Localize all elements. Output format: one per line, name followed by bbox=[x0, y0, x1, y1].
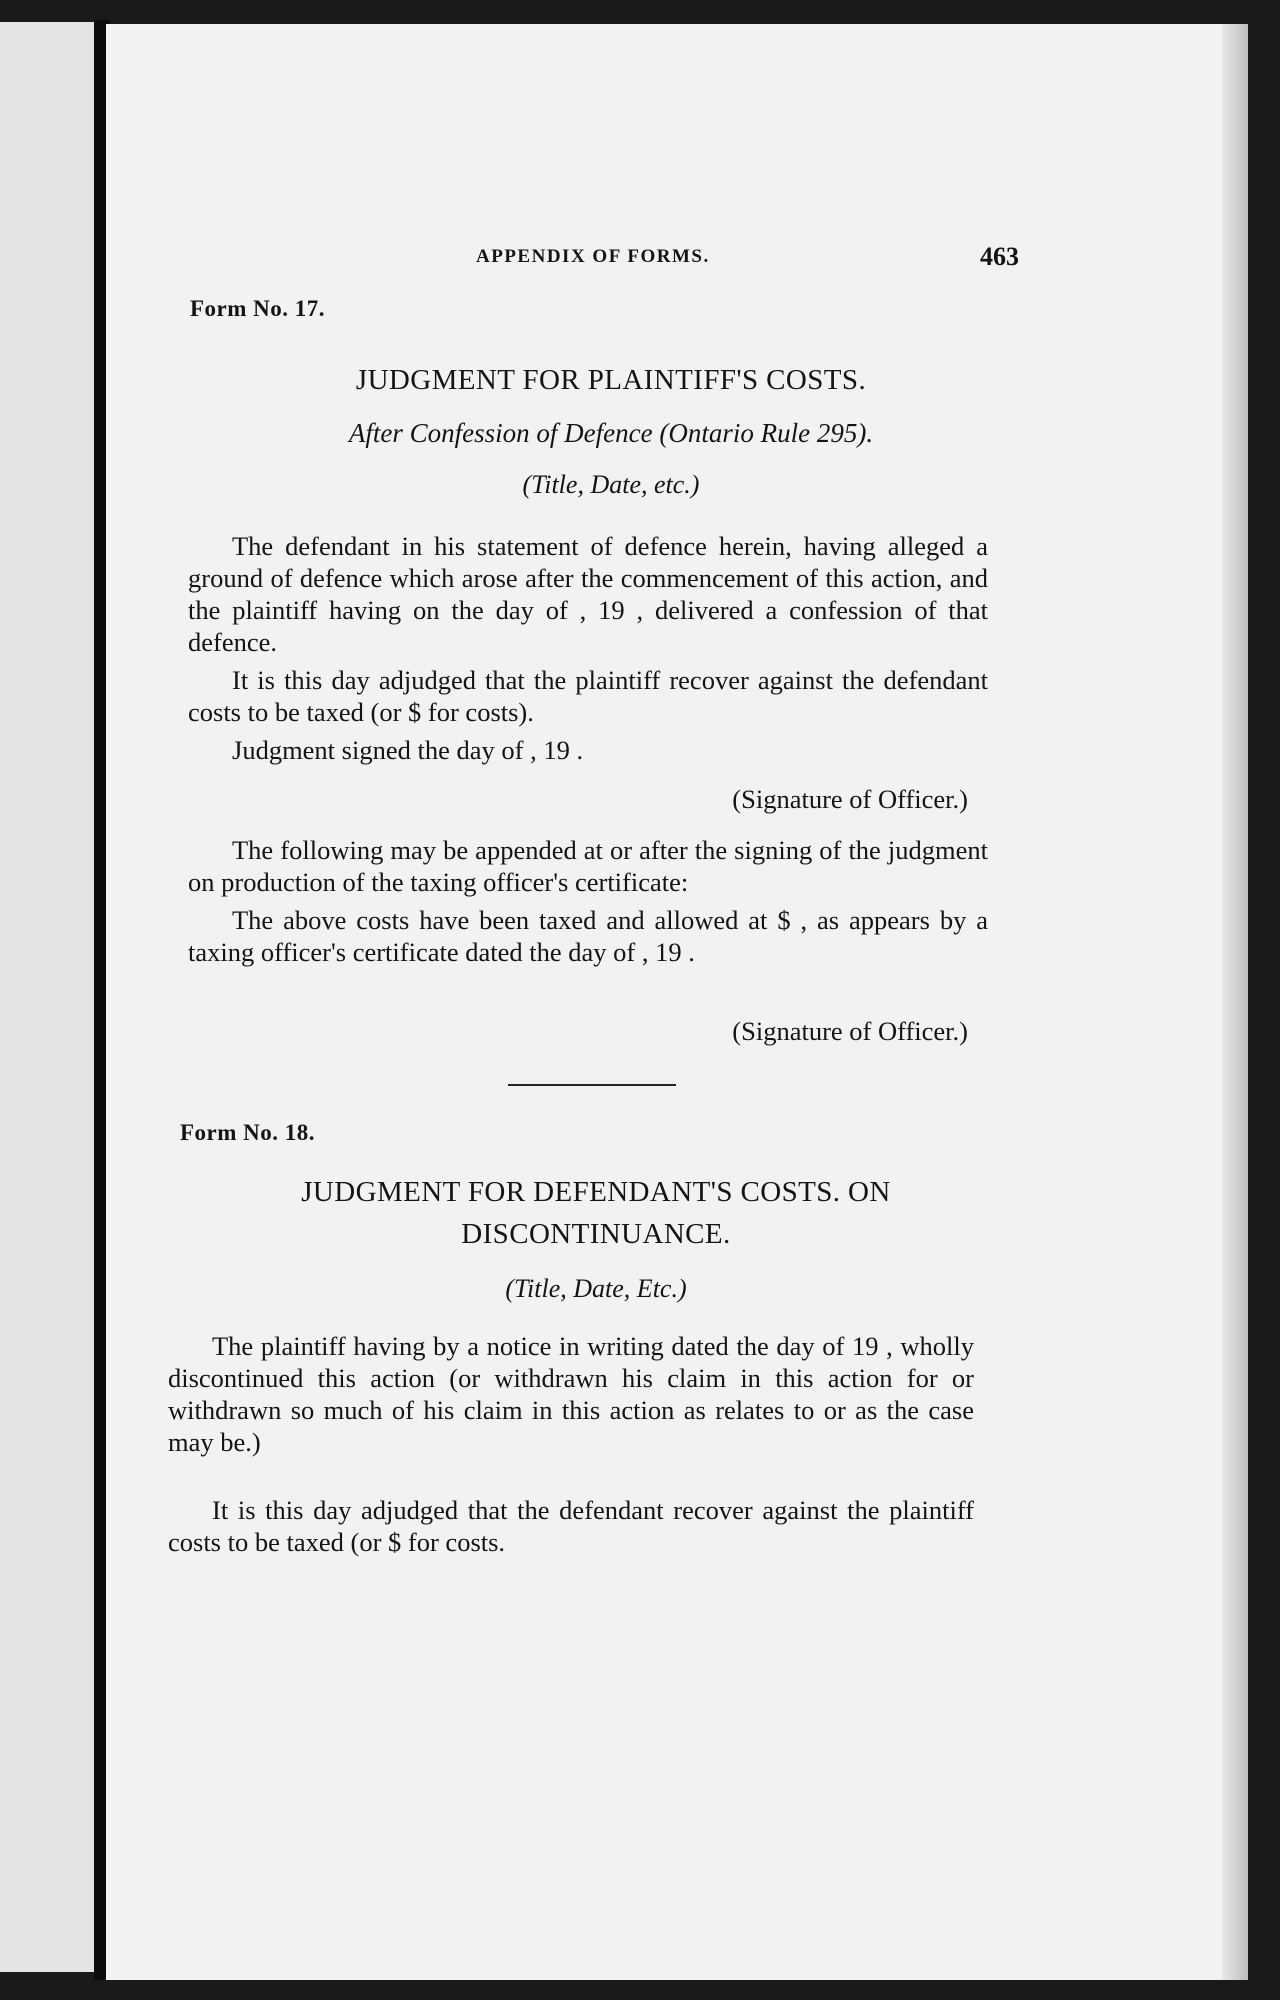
form-17-paragraph-5: The above costs have been taxed and allowed at $ , as appears by a taxing officer's certificate dated the day of , 19 . bbox=[188, 905, 988, 967]
form-17-paragraph-2: It is this day adjudged that the plaintiff recover against the defendant costs to be taxed (or $ for costs). bbox=[188, 665, 988, 727]
facing-page-edge bbox=[0, 22, 96, 1972]
form-17-paragraph-3: Judgment signed the day of , 19 . bbox=[232, 735, 584, 765]
page-number: 463 bbox=[980, 242, 1019, 271]
form-17-signature-2: (Signature of Officer.) bbox=[732, 1016, 968, 1046]
form-18-label: Form No. 18. bbox=[180, 1120, 316, 1145]
section-divider bbox=[508, 1084, 676, 1086]
form-17-label: Form No. 17. bbox=[190, 296, 326, 321]
form-17-caption: (Title, Date, etc.) bbox=[522, 470, 700, 499]
form-17-signature-1: (Signature of Officer.) bbox=[732, 784, 968, 814]
form-17-paragraph-4: The following may be appended at or after the signing of the judgment on production of the taxing officer's certificate: bbox=[188, 835, 988, 897]
form-18-title-line-1: JUDGMENT FOR DEFENDANT'S COSTS. ON bbox=[301, 1176, 891, 1208]
page-edge-shadow bbox=[1222, 24, 1248, 1980]
form-18-caption: (Title, Date, Etc.) bbox=[505, 1274, 687, 1303]
form-18-paragraph-2: It is this day adjudged that the defendant recover against the plaintiff costs to be taxed (or $ for costs. bbox=[168, 1495, 974, 1557]
running-head: APPENDIX OF FORMS. bbox=[476, 246, 710, 267]
form-17-title: JUDGMENT FOR PLAINTIFF'S COSTS. bbox=[355, 364, 867, 396]
book-page bbox=[106, 24, 1248, 1980]
form-17-paragraph-1: The defendant in his statement of defence herein, having alleged a ground of defence which arose after the commencement of this action, and the plaintiff having on the day of , 19 , delivered a confession of that defence. bbox=[188, 531, 988, 657]
form-18-title-line-2: DISCONTINUANCE. bbox=[461, 1218, 731, 1250]
form-17-subtitle: After Confession of Defence (Ontario Rule 295). bbox=[348, 418, 874, 448]
form-18-paragraph-1: The plaintiff having by a notice in writing dated the day of 19 , wholly discontinued this action (or withdrawn his claim in this action for or withdrawn so much of his claim in this action as relates to or as the case may be.) bbox=[168, 1331, 974, 1457]
